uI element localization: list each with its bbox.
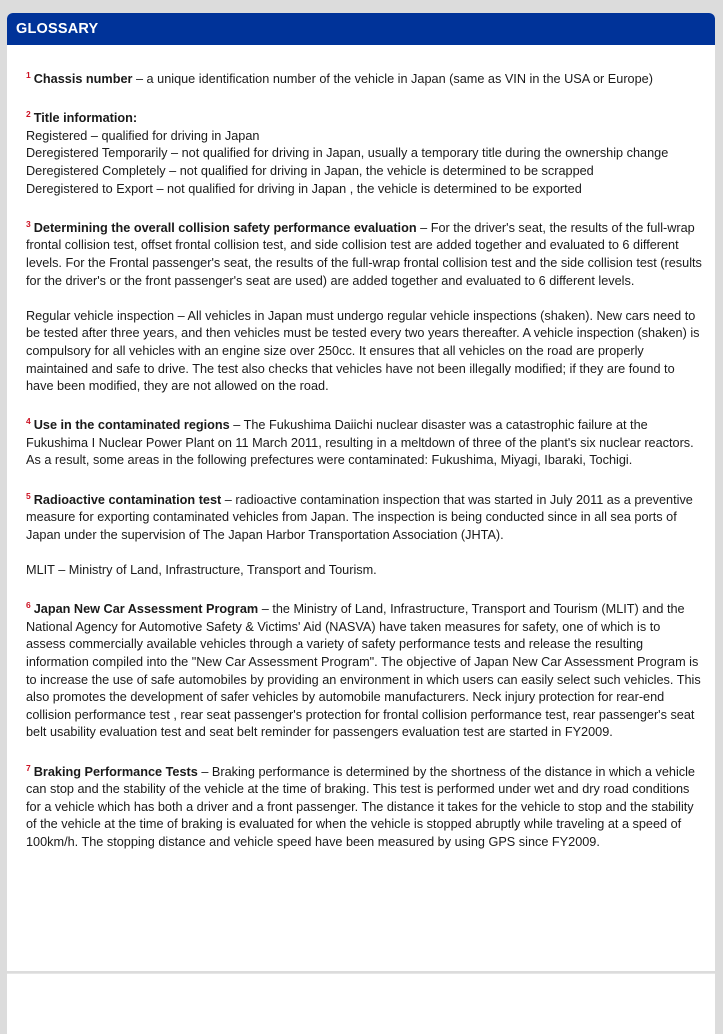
footnote-marker: 2 xyxy=(26,109,31,120)
title-status-deregistered-export: Deregistered to Export – not qualified for driving in Japan , the vehicle is determined to be exported xyxy=(26,181,582,196)
entry-text: Regular vehicle inspection – All vehicles in Japan must undergo regular vehicle inspections (shaken). New cars need to be tested after three years, and then vehicles must be tested every two years thereafter. A vehicle inspection (shaken) is compulsory for all vehicles with an engine size over 250cc. It ensures that all vehicles on the road are properly maintained and safe to drive. The test also checks that vehicles have not been illegally modified; if they are found to have been modified, they are not allowed on the road. xyxy=(26,308,700,394)
entry-text: MLIT – Ministry of Land, Infrastructure, Transport and Tourism. xyxy=(26,563,377,578)
title-status-registered: Registered – qualified for driving in Japan xyxy=(26,128,260,143)
footnote-marker: 3 xyxy=(26,218,31,229)
footnote-marker: 6 xyxy=(26,600,31,611)
entry-braking-tests xyxy=(26,760,703,852)
entry-text: – the Ministry of Land, Infrastructure, Transport and Tourism (MLIT) and the National Agency for Automotive Safety & Victims' Aid (NASVA) have taken measures for safety, one of which is to assess commercially available vehicles through a variety of safety performance tests and release the resulting information compiled into the "New Car Assessment Program". The objective of Japan New Car Assessment Program is to increase the use of safe automobiles by providing an environment in which users can easily select such vehicles. This also promotes the development of safer vehicles by automobile manufacturers. Neck injury protection for rear-end collision performance test , rear seat passenger's protection for frontal collision performance test, rear passenger's seat belt usability evaluation test and seat belt reminder for passengers evaluation test are started in FY2009. xyxy=(26,602,701,740)
entry-term: Braking Performance Tests xyxy=(33,764,198,779)
footnote-marker: 1 xyxy=(26,70,31,80)
bottom-panel xyxy=(7,973,715,1034)
entry-term: Radioactive contamination test xyxy=(33,492,222,507)
entry-mlit xyxy=(26,562,703,580)
entry-text: – The Fukushima Daiichi nuclear disaster was a catastrophic failure at the Fukushima I Nuclear Power Plant on 11 March 2011, resulting in a meltdown of three of the plant's six nuclear reactors. As a result, some areas in the following prefectures were contaminated: Fukushima, Miyagi, Ibaraki, Tochigi. xyxy=(26,418,694,468)
entry-term: Determining the overall collision safety performance evaluation xyxy=(33,220,417,235)
footnote-marker: 7 xyxy=(26,762,31,773)
glossary-content xyxy=(7,45,715,852)
entry-chassis-number xyxy=(26,67,703,89)
footnote-marker: 4 xyxy=(26,416,31,427)
entry-collision-safety xyxy=(26,216,703,290)
entry-text: – a unique identification number of the vehicle in Japan (same as VIN in the USA or Europe) xyxy=(132,72,653,86)
entry-text: – radioactive contamination inspection that was started in July 2011 as a preventive measure for exporting contaminated vehicles from Japan. The inspection is being conducted since in all sea ports of Japan under the supervision of The Japan Harbor Transportation Association (JHTA). xyxy=(26,492,693,542)
entry-term: Title information: xyxy=(33,111,138,126)
entry-text: – For the driver's seat, the results of the full-wrap frontal collision test, offset frontal collision test, and side collision test are added together and evaluated to 6 different levels. For the Frontal passenger's seat, the results of the full-wrap frontal collision test and the side collision test (results for the driver's or the front passenger's seat are used) are added together and evaluated to 6 different levels. xyxy=(26,220,702,288)
entry-term: Use in the contaminated regions xyxy=(33,418,230,433)
glossary-card xyxy=(7,13,715,971)
entry-regular-inspection xyxy=(26,308,703,396)
entry-title-information xyxy=(26,106,703,198)
glossary-title: GLOSSARY xyxy=(16,21,99,37)
title-status-deregistered-temporarily: Deregistered Temporarily – not qualified for driving in Japan, usually a temporary title during the ownership change xyxy=(26,146,669,161)
entry-term: Japan New Car Assessment Program xyxy=(33,602,259,617)
title-status-deregistered-completely: Deregistered Completely – not qualified for driving in Japan, the vehicle is determined to be scrapped xyxy=(26,163,594,178)
entry-text: – Braking performance is determined by the shortness of the distance in which a vehicle can stop and the stability of the vehicle at the time of braking. This test is performed under wet and dry road conditions for a vehicle which has both a driver and a front passenger. The distance it takes for the vehicle to stop and the stability of the vehicle at the time of braking is evaluated for when the vehicle is stopped abruptly while traveling at a speed of 100km/h. The stopping distance and vehicle speed have been measured by using GPS since FY2009. xyxy=(26,764,695,849)
footnote-marker: 5 xyxy=(26,490,31,501)
entry-term: Chassis number xyxy=(33,72,133,86)
entry-radioactive-test xyxy=(26,488,703,545)
entry-ncap xyxy=(26,597,703,742)
glossary-header xyxy=(7,13,715,45)
entry-contaminated-regions xyxy=(26,413,703,470)
